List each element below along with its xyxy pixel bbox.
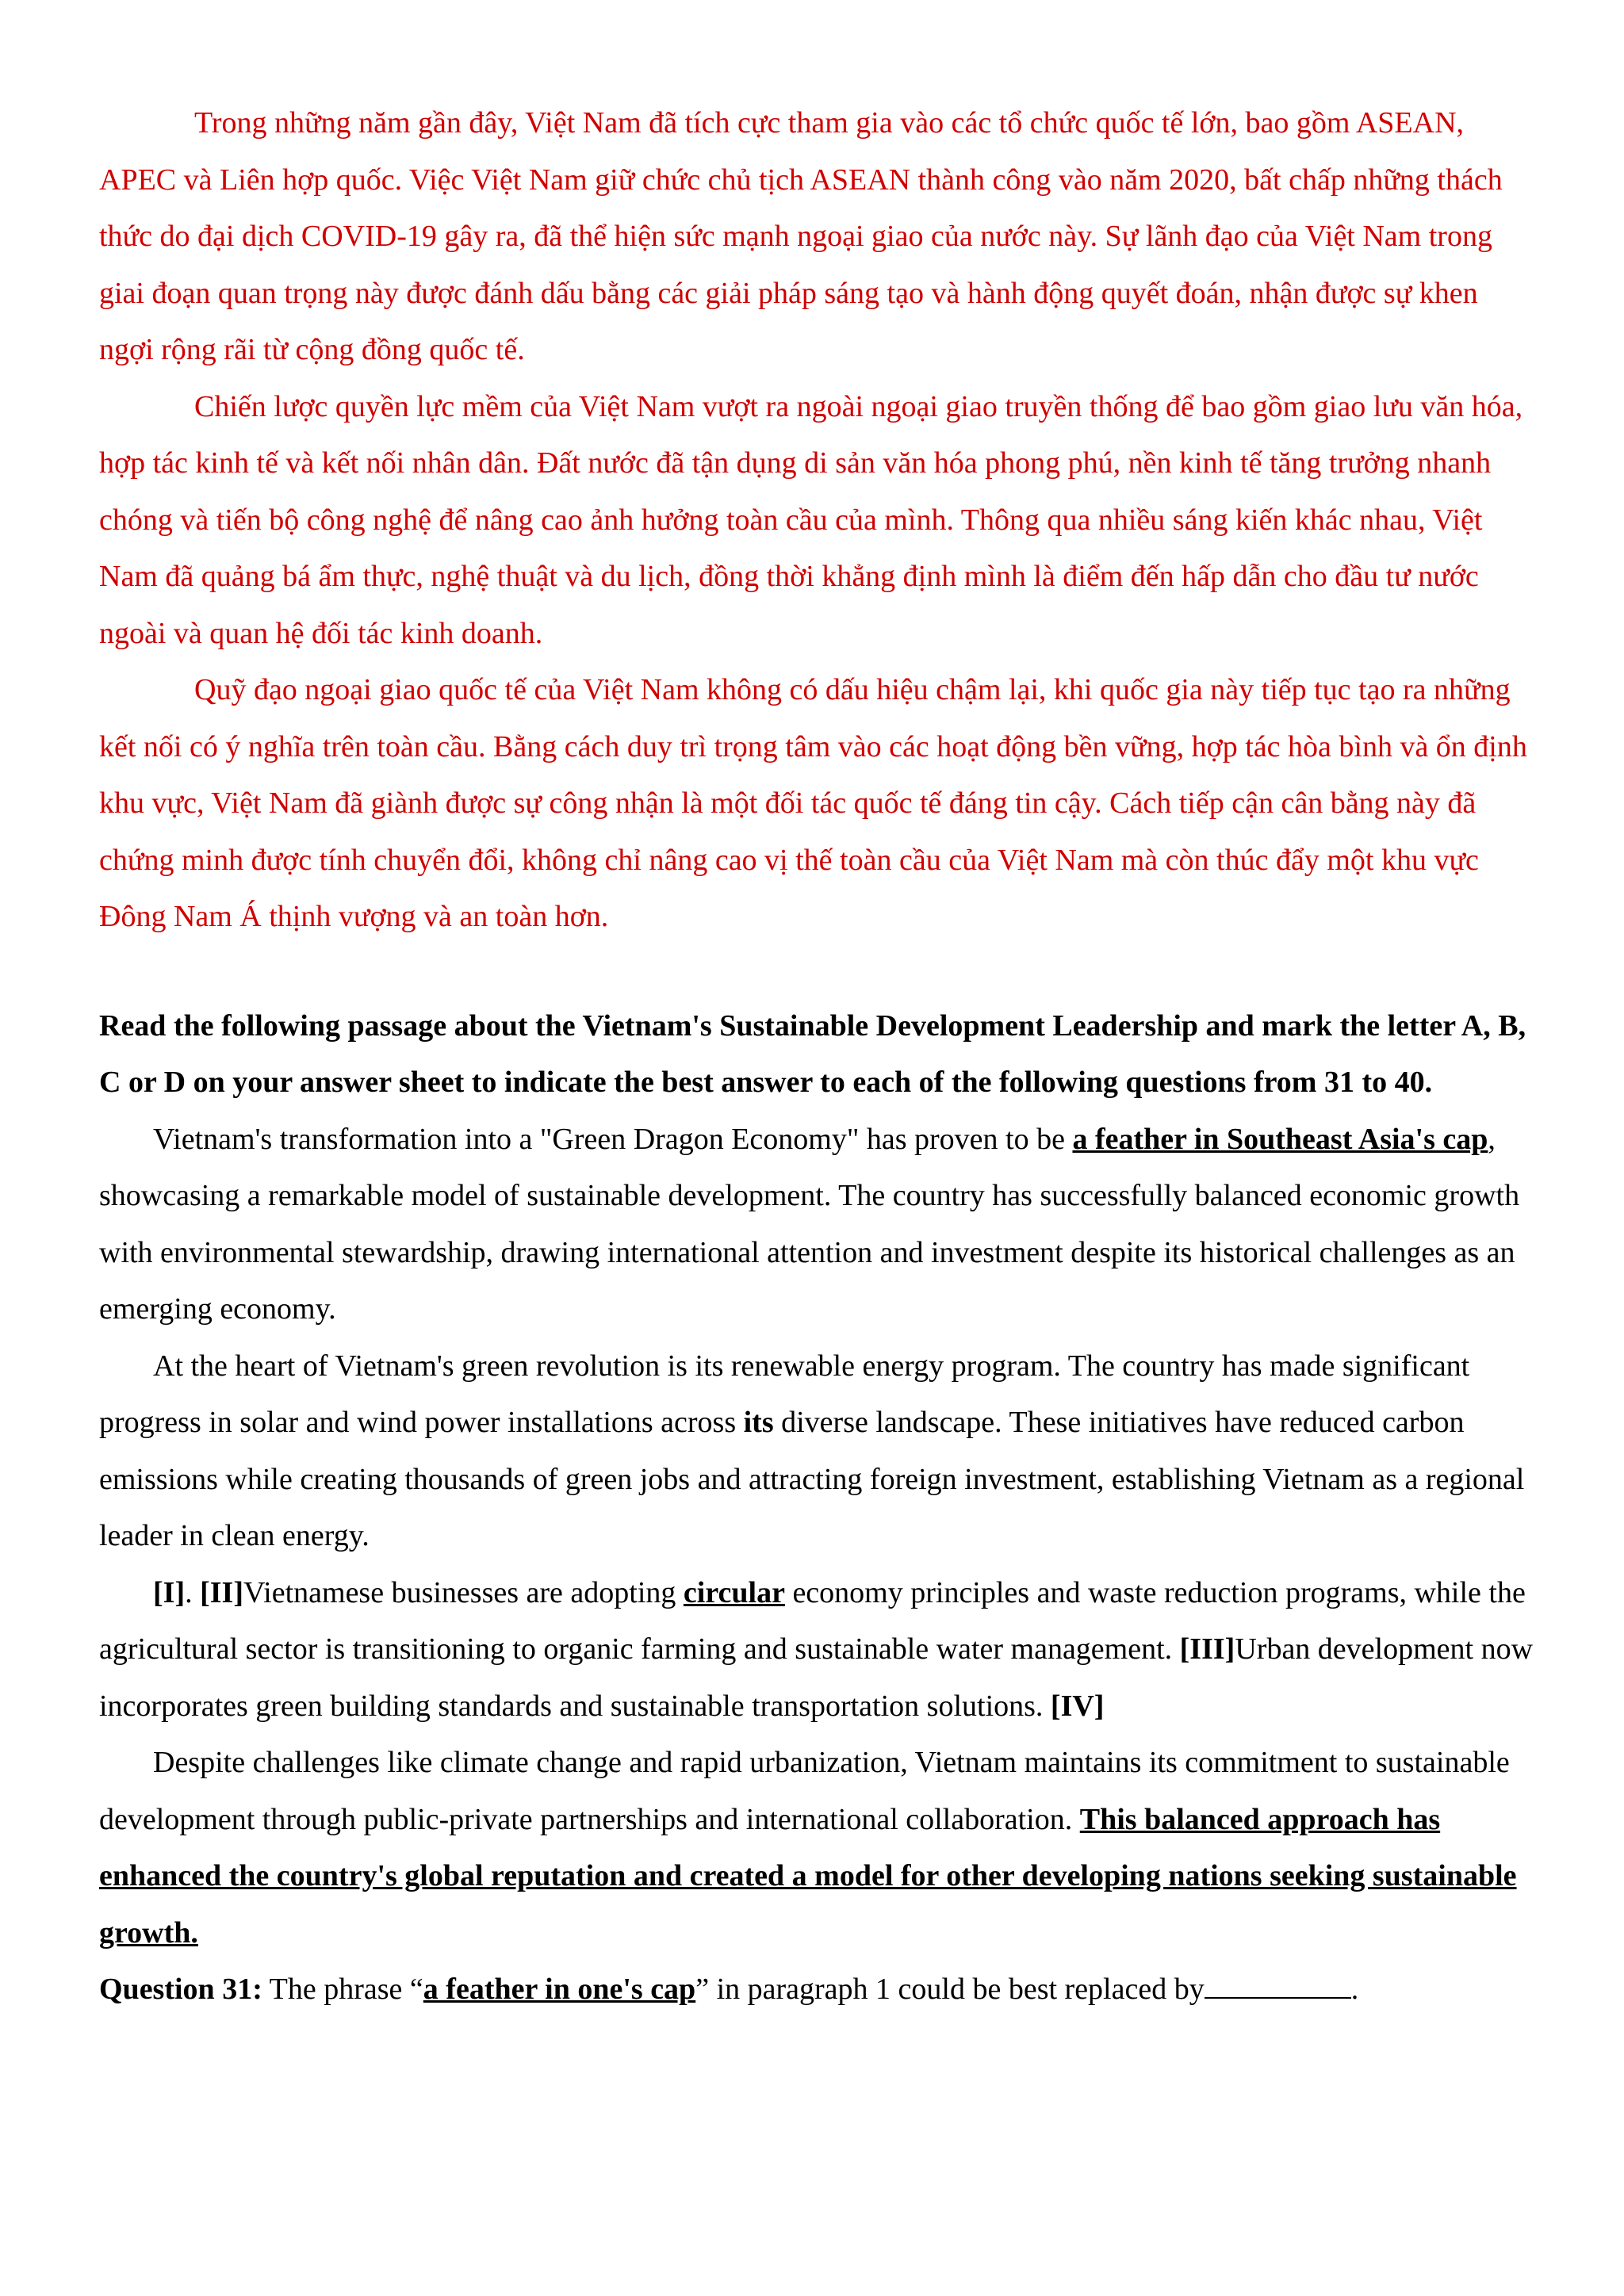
vn-paragraph-3: Quỹ đạo ngoại giao quốc tế của Việt Nam không có dấu hiệu chậm lại, khi quốc gia này tiếp tục tạo ra những kết nối có ý nghĩa trên toàn cầu. Bằng cách duy trì trọng tâm vào các hoạt động bền vững, hợp tác hòa bình và ổn định khu vực, Việt Nam đã giành được sự công nhận là một đối tác quốc tế đáng tin cậy. Cách tiếp cận cân bằng này đã chứng minh được tính chuyển đổi, không chỉ nâng cao vị thế toàn cầu của Việt Nam mà còn thúc đẩy một khu vực Đông Nam Á thịnh vượng và an toàn hơn. (99, 673, 1527, 933)
vietnamese-translation (99, 95, 1538, 946)
p1-text-before: Vietnam's transformation into a "Green Dragon Economy" has proven to be (153, 1122, 1073, 1156)
question-31-text-after: ” in paragraph 1 could be best replaced by (695, 1973, 1205, 2006)
question-31-end: . (1350, 1973, 1359, 2006)
marker-i: [I] (153, 1575, 186, 1609)
vn-paragraph-2: Chiến lược quyền lực mềm của Việt Nam vượt ra ngoài ngoại giao truyền thống để bao gồm giao lưu văn hóa, hợp tác kinh tế và kết nối nhân dân. Đất nước đã tận dụng di sản văn hóa phong phú, nền kinh tế tăng trưởng nhanh chóng và tiến bộ công nghệ để nâng cao ảnh hưởng toàn cầu của mình. Thông qua nhiều sáng kiến khác nhau, Việt Nam đã quảng bá ẩm thực, nghệ thuật và du lịch, đồng thời khẳng định mình là điểm đến hấp dẫn cho đầu tư nước ngoài và quan hệ đối tác kinh doanh. (99, 389, 1523, 650)
p4-text-before: Despite challenges like climate change and rapid urbanization, Vietnam maintains its commitment to sustainable development through public-private partnerships and international collaboration. (99, 1746, 1510, 1836)
p3-text-2: economy principles and waste reduction programs, while the agricultural sector is transitioning to organic farming and sustainable water management. (99, 1575, 1526, 1666)
question-31-phrase: a feather in one's cap (423, 1973, 696, 2006)
p1-highlighted-phrase: a feather in Southeast Asia's cap (1072, 1122, 1488, 1156)
passage-paragraph-3 (99, 1565, 1538, 1735)
marker-ii: [II] (200, 1575, 243, 1609)
reading-passage (99, 1112, 1538, 1962)
vn-paragraph-1: Trong những năm gần đây, Việt Nam đã tích cực tham gia vào các tổ chức quốc tế lớn, bao gồm ASEAN, APEC và Liên hợp quốc. Việc Việt Nam giữ chức chủ tịch ASEAN thành công vào năm 2020, bất chấp những thách thức do đại dịch COVID-19 gây ra, đã thể hiện sức mạnh ngoại giao của nước này. Sự lãnh đạo của Việt Nam trong giai đoạn quan trọng này được đánh dấu bằng các giải pháp sáng tạo và hành động quyết đoán, nhận được sự khen ngợi rộng rãi từ cộng đồng quốc tế. (99, 106, 1503, 366)
p2-text-before: At the heart of Vietnam's green revolution is its renewable energy program. The country has made significant progress in solar and wind power installations across (99, 1349, 1470, 1439)
question-31-label: Question 31: (99, 1973, 262, 2006)
reading-section (99, 998, 1538, 2019)
p3-circular-word: circular (683, 1575, 785, 1609)
marker-iv: [IV] (1050, 1689, 1105, 1723)
question-31 (99, 1961, 1538, 2019)
passage-paragraph-1 (99, 1112, 1538, 1338)
p2-text-after: diverse landscape. These initiatives have reduced carbon emissions while creating thousands of green jobs and attracting foreign investment, establishing Vietnam as a regional leader in clean energy. (99, 1406, 1525, 1552)
marker-separator: . (185, 1575, 201, 1609)
question-31-text-before: The phrase “ (262, 1973, 423, 2006)
marker-iii: [III] (1179, 1632, 1235, 1666)
passage-paragraph-4 (99, 1735, 1538, 1961)
answer-blank (1205, 1973, 1351, 1999)
p4-highlighted-sentence: This balanced approach has enhanced the country's global reputation and created a model for other developing nations seeking sustainable growth. (99, 1802, 1517, 1950)
document-page (99, 95, 1538, 2019)
instruction-text: Read the following passage about the Vietnam's Sustainable Development Leadership and mark the letter A, B, C or D on your answer sheet to indicate the best answer to each of the following questions from 31 to 40. (99, 1008, 1526, 1099)
p3-text-1: Vietnamese businesses are adopting (243, 1575, 684, 1609)
passage-paragraph-2 (99, 1338, 1538, 1565)
p3-text-3: Urban development now incorporates green building standards and sustainable transportation solutions. (99, 1632, 1534, 1723)
p2-bold-word: its (743, 1406, 774, 1439)
p1-text-after: , showcasing a remarkable model of sustainable development. The country has successfully balanced economic growth with environmental stewardship, drawing international attention and investment despite its historical challenges as an emerging economy. (99, 1122, 1520, 1326)
